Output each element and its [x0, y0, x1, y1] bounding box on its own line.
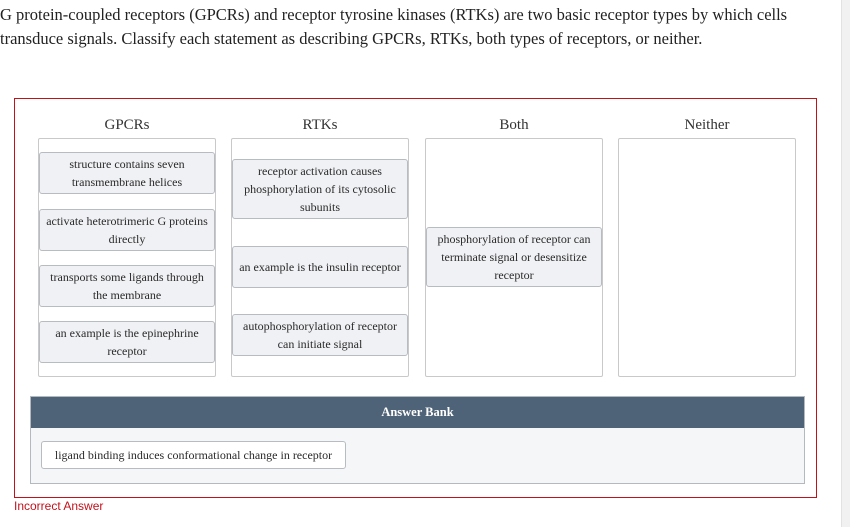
draggable-card[interactable]: an example is the insulin receptor: [232, 246, 408, 288]
classification-widget: [14, 98, 817, 498]
column-header-neither: Neither: [684, 117, 730, 133]
answer-bank-title: Answer Bank: [31, 397, 804, 428]
draggable-card[interactable]: structure contains seven transmembrane helices: [39, 152, 215, 194]
bin-both[interactable]: [425, 138, 603, 377]
draggable-card[interactable]: ligand binding induces conformational change in receptor: [41, 441, 346, 469]
draggable-card[interactable]: autophosphorylation of receptor can initiate signal: [232, 314, 408, 356]
column-header-gpcrs: GPCRs: [104, 117, 150, 133]
bin-rtks[interactable]: [231, 138, 409, 377]
draggable-card[interactable]: an example is the epinephrine receptor: [39, 321, 215, 363]
column-header-rtks: RTKs: [302, 117, 338, 133]
question-text: G protein-coupled receptors (GPCRs) and receptor tyrosine kinases (RTKs) are two basic receptor types by which cells transduce signals. Classify each statement as describing GPCRs, RTKs, both types of receptors, or neither.: [0, 5, 788, 48]
draggable-card[interactable]: activate heterotrimeric G proteins directly: [39, 209, 215, 251]
draggable-card[interactable]: transports some ligands through the membrane: [39, 265, 215, 307]
answer-bank[interactable]: [30, 396, 805, 484]
scrollbar[interactable]: [841, 0, 850, 527]
draggable-card[interactable]: receptor activation causes phosphorylation of its cytosolic subunits: [232, 159, 408, 219]
bin-gpcrs[interactable]: [38, 138, 216, 377]
feedback-message: Incorrect Answer: [14, 499, 104, 513]
draggable-card[interactable]: phosphorylation of receptor can terminate signal or desensitize receptor: [426, 227, 602, 287]
bin-neither[interactable]: [618, 138, 796, 377]
column-header-both: Both: [499, 117, 529, 133]
